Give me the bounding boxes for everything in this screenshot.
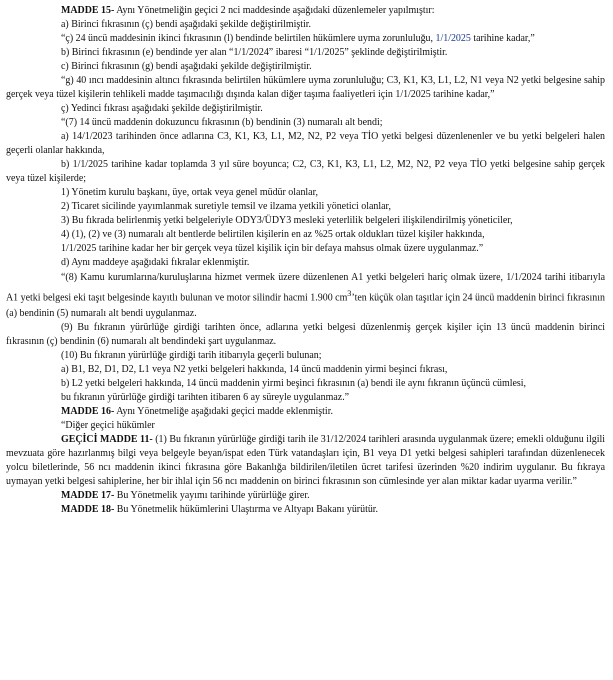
article-15-label: MADDE 15- <box>61 5 115 16</box>
article-15-cc-quote-7: 4) (1), (2) ve (3) numaralı alt bentlerde belirtilen kişilerin en az %25 ortak oldukları tüzel kişiler hakkında, <box>61 229 485 240</box>
article-15-cc-quote-3: b) 1/1/2025 tarihine kadar toplamda 3 yıl süre boyunca; C2, C3, K1, K3, L1, L2, M2, N2, P2 veya TİO yetki belgesine sahip gerçek veya tüzel kişilerde; <box>6 159 605 184</box>
article-15-d-quote-1: “(8) Kamu kurumlarına/kuruluşlarına hizmet vermek üzere düzenlenen A1 yetki belgeleri hariç olmak üzere, 1/1/2024 tarihi itibarıyla A1 yetki belgesi eki taşıt belgesinde kayıtlı bulunan ve motor silindir hacmi 1.900 $cm^3’ten$ küçük olan taşıtlar için 24 üncü maddenin birinci fıkrasının (a) bendinin (5) numaralı alt bendi uygulanmaz. <box>6 272 605 319</box>
article-15-a: a) Birinci fıkrasının (ç) bendi aşağıdaki şekilde değiştirilmiştir. <box>61 19 312 30</box>
article-15-cc: ç) Yedinci fıkrası aşağıdaki şekilde değiştirilmiştir. <box>61 103 263 114</box>
article-15-c-quote: “g) 40 ıncı maddesinin altıncı fıkrasında belirtilen hükümlere uyma zorunluluğu; C3, K1, K3, L1, L2, N1 veya N2 yetki belgesine sahip gerçek veya tüzel kişilerin tehlikeli madde taşımacılığı dışında kalan diğer taşıma faaliyetleri için 1/1/2025 tarihine kadar,” <box>6 75 605 100</box>
article-15-d: d) Aynı maddeye aşağıdaki fıkralar eklenmiştir. <box>61 257 250 268</box>
article-15-cc-quote-5: 2) Ticaret sicilinde yayımlanmak suretiyle temsil ve ilzama yetkili yönetici olanlar, <box>61 201 391 212</box>
provisional-article-label: GEÇİCİ MADDE 11- <box>61 434 153 446</box>
article-15-cc-quote-1: “(7) 14 üncü maddenin dokuzuncu fıkrasının (b) bendinin (3) numaralı alt bendi; <box>61 117 383 128</box>
article-15-c: c) Birinci fıkrasının (g) bendi aşağıdaki şekilde değiştirilmiştir. <box>61 61 312 72</box>
date-highlight: 1/1/2025 <box>435 33 471 44</box>
article-17: MADDE 17- Bu Yönetmelik yayımı tarihinde yürürlüğe girer. <box>61 490 310 502</box>
article-15-cc-quote-4: 1) Yönetim kurulu başkanı, üye, ortak veya genel müdür olanlar, <box>61 187 318 198</box>
article-15-cc-quote-2: a) 14/1/2023 tarihinden önce adlarına C3, K1, K3, L1, M2, N2, P2 veya TİO yetki belgesi düzenlenenler ve bu yetki belgeleri halen geçerli olanlar hakkında, <box>6 131 605 156</box>
article-17-label: MADDE 17- <box>61 490 115 502</box>
article-15-d-quote-4: a) B1, B2, D1, D2, L1 veya N2 yetki belgeleri hakkında, 14 üncü maddenin yirmi beşinci fıkrası, <box>61 364 448 376</box>
article-15-intro: MADDE 15- Aynı Yönetmeliğin geçici 2 nci maddesinde aşağıdaki düzenlemeler yapılmıştır: <box>61 5 435 16</box>
article-18-label: MADDE 18- <box>61 504 115 516</box>
article-15-cc-quote-8: 1/1/2025 tarihine kadar her bir gerçek veya tüzel kişilik için bir defaya mahsus olmak üzere uygulanmaz.” <box>61 243 484 254</box>
article-16-label: MADDE 16- <box>61 406 115 418</box>
article-16-intro: MADDE 16- Aynı Yönetmeliğe aşağıdaki geçici madde eklenmiştir. <box>61 406 333 418</box>
article-15-a-quote: “ç) 24 üncü maddesinin ikinci fıkrasının (l) bendinde belirtilen hükümlere uyma zorunluluğu, 1/1/2025 tarihine kadar,” <box>61 33 535 44</box>
article-15-d-quote-2: (9) Bu fıkranın yürürlüğe girdiği tarihten önce, adlarına yetki belgesi düzenlenmiş gerçek kişiler için 13 üncü maddenin birinci fıkrasının (ç) bendinin (6) numaralı alt bendindeki şart uygulanmaz. <box>6 322 605 348</box>
article-15-b: b) Birinci fıkrasının (e) bendinde yer alan “1/1/2024” ibaresi “1/1/2025” şeklinde değiştirilmiştir. <box>61 47 448 58</box>
article-15-d-quote-3: (10) Bu fıkranın yürürlüğe girdiği tarih itibarıyla geçerli bulunan; <box>61 350 322 362</box>
article-15-d-quote-6: bu fıkranın yürürlüğe girdiği tarihten itibaren 6 ay süreyle uygulanmaz.” <box>61 392 350 404</box>
article-15-cc-quote-6: 3) Bu fıkrada belirlenmiş yetki belgeleriyle ODY3/ÜDY3 mesleki yeterlilik belgeleri ilişkilendirilmiş yöneticiler, <box>61 215 513 226</box>
article-15-d-quote-5: b) L2 yetki belgeleri hakkında, 14 üncü maddenin yirmi beşinci fıkrasının (a) bendi ile aynı fıkranın üçüncü cümlesi, <box>61 378 526 390</box>
article-18: MADDE 18- Bu Yönetmelik hükümlerini Ulaştırma ve Altyapı Bakanı yürütür. <box>61 504 379 516</box>
article-16-heading: “Diğer geçici hükümler <box>61 420 155 432</box>
article-16-provisional: GEÇİCİ MADDE 11- (1) Bu fıkranın yürürlüğe girdiği tarih ile 31/12/2024 tarihleri arasında uygulanmak üzere; emekli olduğunu ilgili mevzuata göre hazırlanmış bilgi veya belgeyle beyan/ispat eden Türk vatandaşları için, B1 veya D1 yetki belgesi sahipleri tarafından düzenlenecek yolcu biletlerinde, 56 ncı maddenin ikinci fıkrasına göre Bakanlığa bildirilen/iletilen ücret tarifesi üzerinden %20 indirim uygulanır. Bu fıkraya uymayan yetki belgesi sahiplerine, her bir ihlal için 56 ncı maddenin on birinci fıkrasının son cümlesinde yer alan miktar kadar uyarma verilir.” <box>6 434 605 488</box>
